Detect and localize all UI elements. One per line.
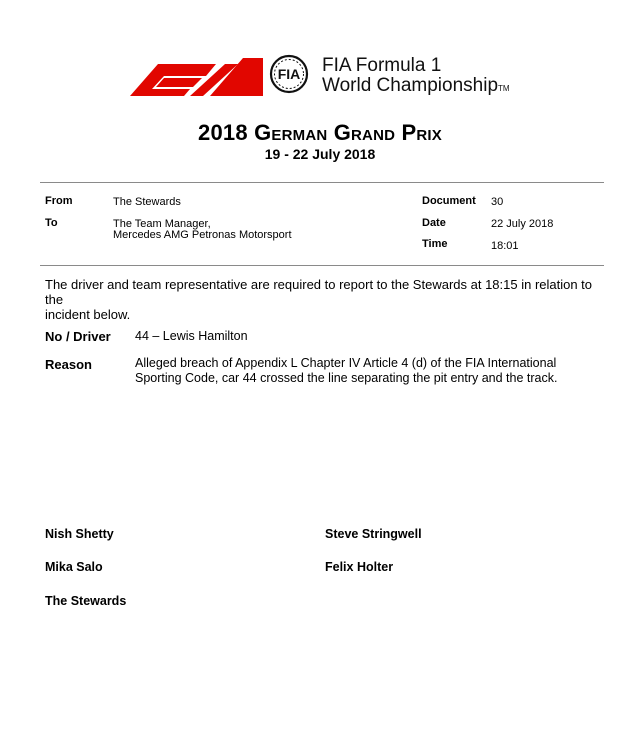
to-label: To: [45, 217, 58, 229]
reason-line-1: Alleged breach of Appendix L Chapter IV Article 4 (d) of the FIA International: [135, 356, 557, 370]
brand-line-1: FIA Formula 1: [322, 55, 442, 76]
time-value: 18:01: [491, 240, 519, 252]
signatory-nish-shetty: Nish Shetty: [45, 527, 114, 541]
document-title: 2018 German Grand Prix: [198, 120, 442, 145]
signatory-mika-salo: Mika Salo: [45, 560, 103, 574]
intro-line-1: The driver and team representative are required to report to the Stewards at 18:15 in relation to the: [45, 277, 593, 307]
reason-text: [135, 356, 575, 386]
trademark: TM: [498, 84, 510, 93]
fia-badge-icon: [265, 54, 313, 94]
signatory-felix-holter: Felix Holter: [325, 560, 394, 574]
fia-badge-text: FIA: [277, 66, 301, 82]
time-label: Time: [422, 238, 448, 250]
f1-logo-icon: [130, 56, 263, 96]
header-divider-bottom: [40, 265, 604, 266]
intro-line-2: incident below.: [45, 307, 131, 322]
brand-line-2-text: World Championship: [322, 75, 499, 96]
signatory-steve-stringwell: Steve Stringwell: [325, 527, 422, 541]
reason-label: Reason: [45, 357, 92, 372]
event-dates: 19 - 22 July 2018: [264, 146, 376, 162]
reason-line-2: Sporting Code, car 44 crossed the line separating the pit entry and the track.: [135, 371, 558, 385]
brand-wordmark: [322, 56, 510, 99]
fia-f1-header-logo: [130, 52, 530, 102]
brand-line-2: [322, 76, 510, 99]
from-value: The Stewards: [113, 196, 181, 208]
header-divider-top: [40, 182, 604, 183]
document-label: Document: [422, 195, 476, 207]
signature-footer: The Stewards: [45, 594, 127, 608]
date-value: 22 July 2018: [491, 218, 554, 230]
from-label: From: [45, 195, 73, 207]
document-number: 30: [491, 196, 504, 208]
to-value-line-2: Mercedes AMG Petronas Motorsport: [113, 229, 292, 241]
driver-label: No / Driver: [45, 329, 111, 344]
intro-paragraph: [45, 277, 601, 322]
driver-value: 44 – Lewis Hamilton: [135, 329, 248, 343]
to-value-line-1: The Team Manager,: [113, 218, 211, 230]
date-label: Date: [422, 217, 446, 229]
